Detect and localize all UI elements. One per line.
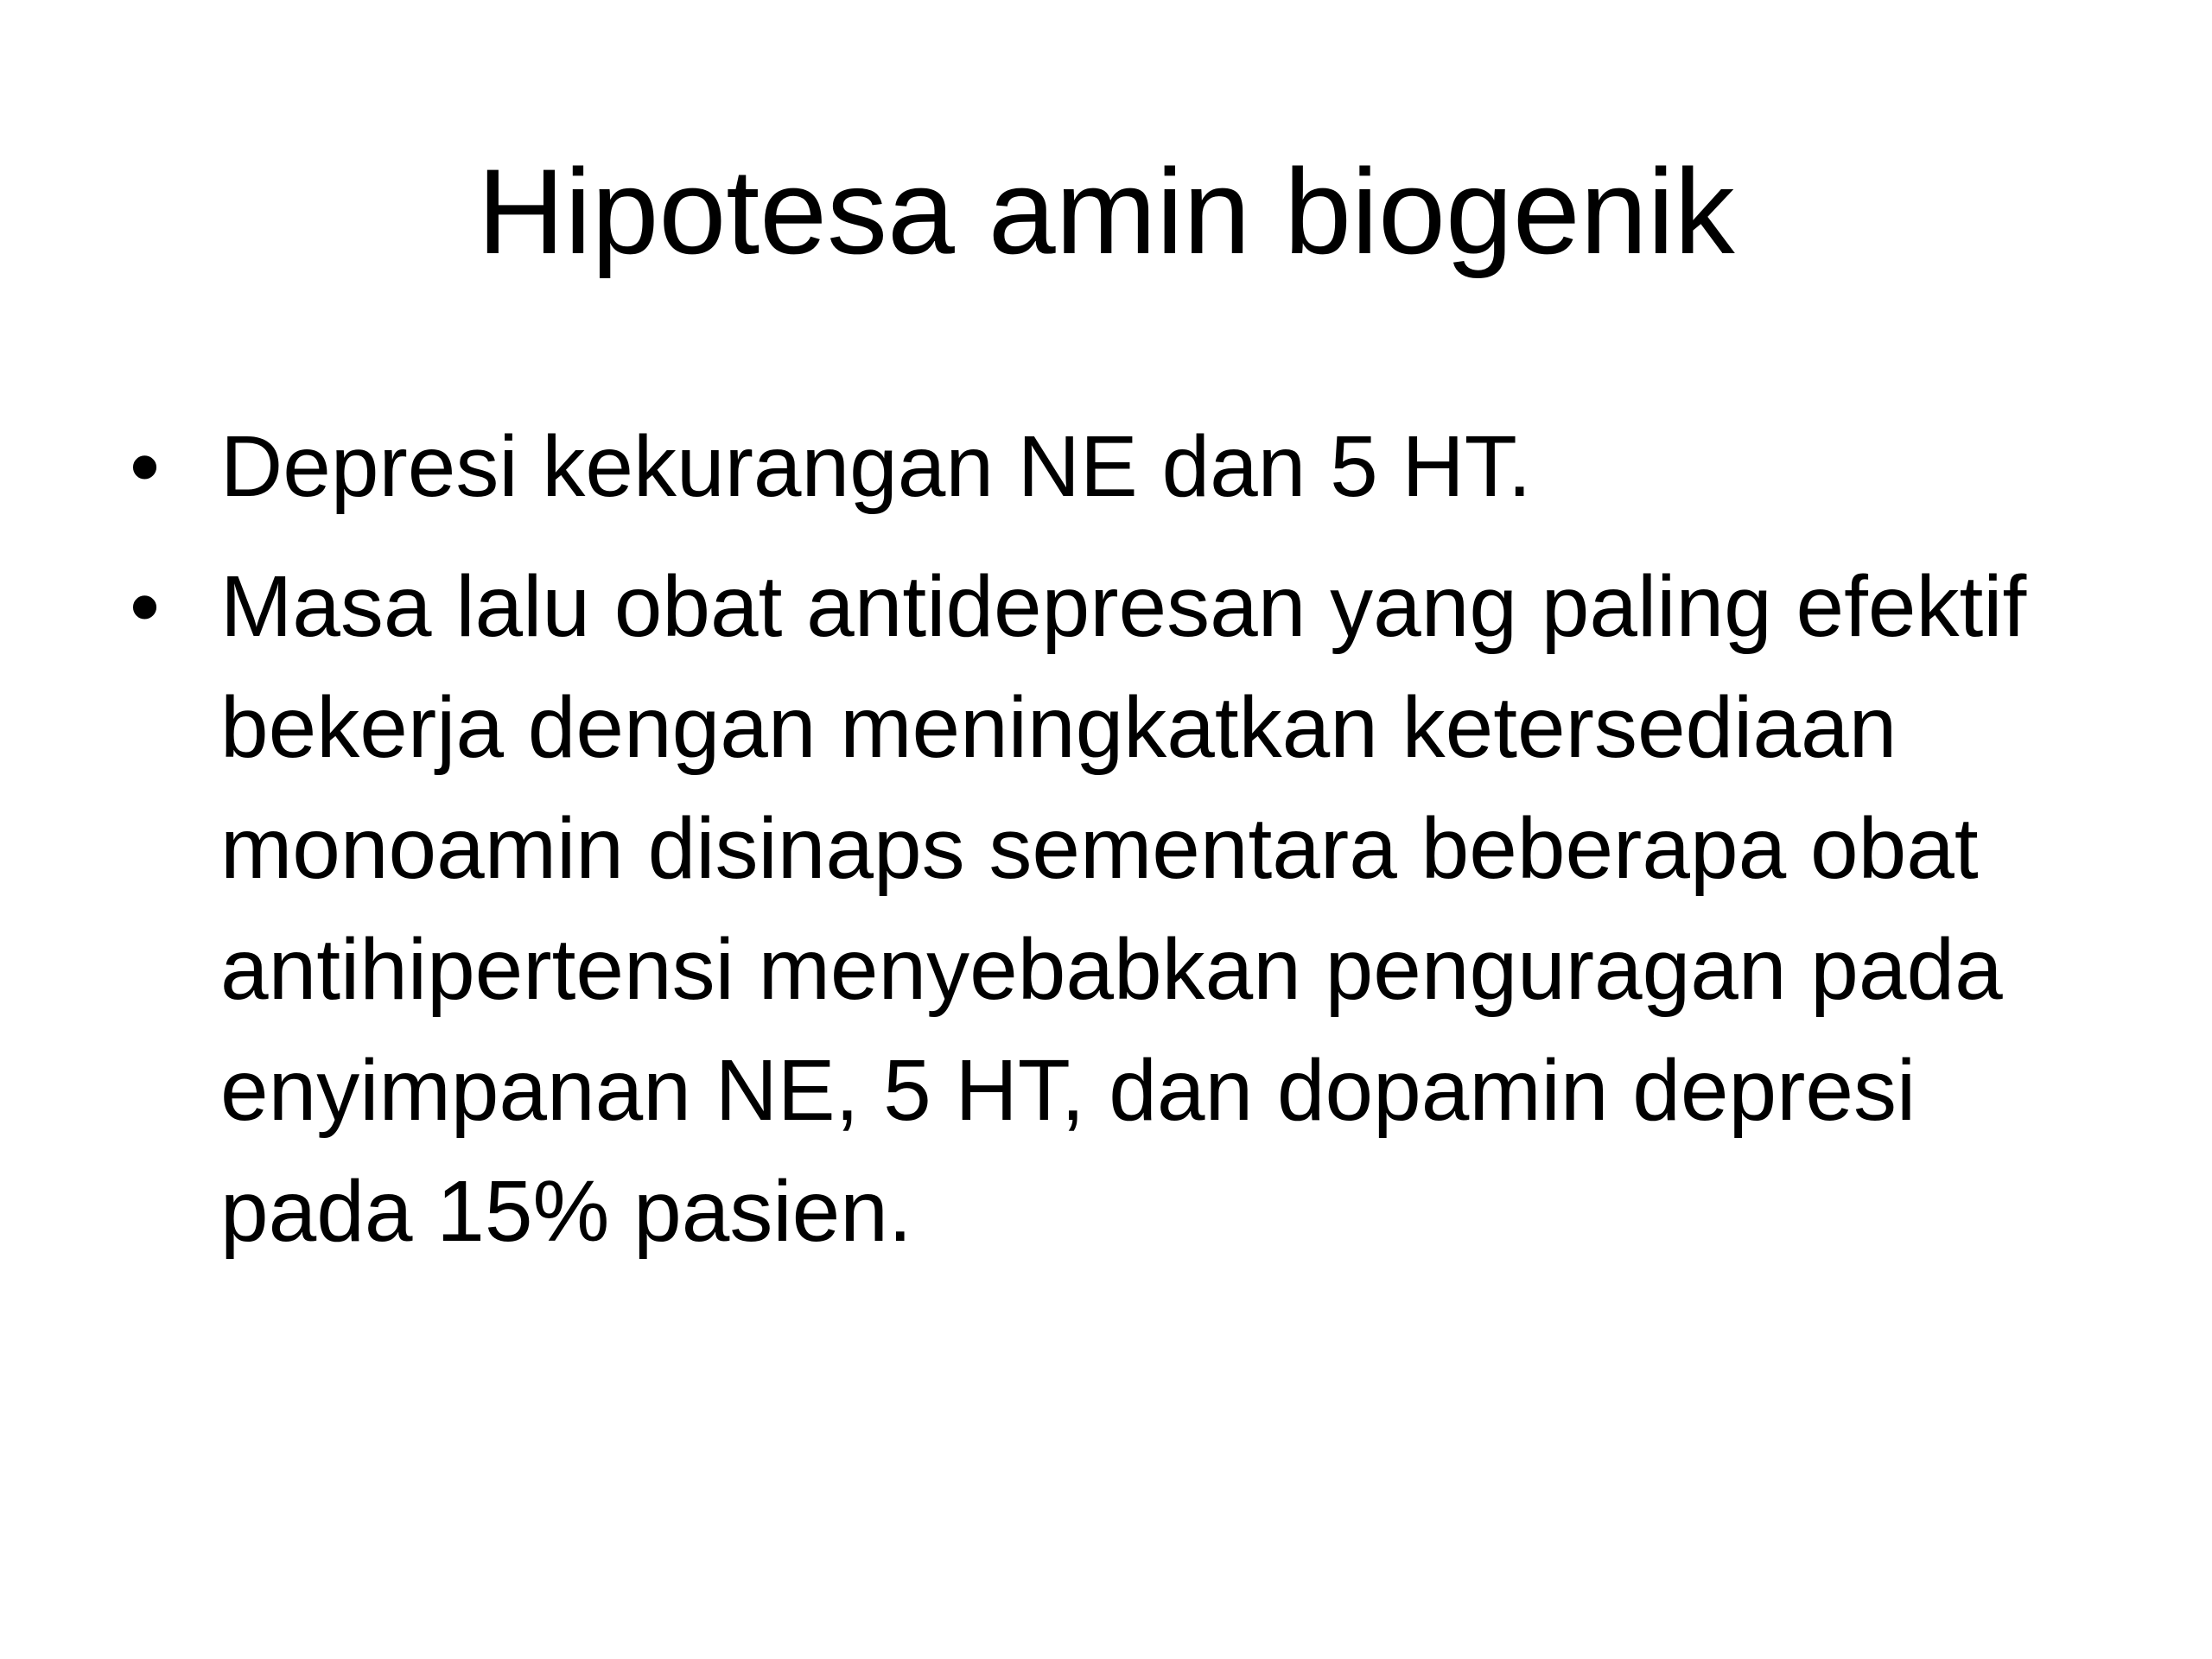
slide-title: Hipotesa amin biogenik bbox=[477, 143, 1735, 279]
bullet-dot-icon: • bbox=[130, 558, 161, 655]
bullet-item bbox=[130, 406, 2091, 527]
bullet-dot-icon: • bbox=[130, 418, 161, 515]
bullet-list bbox=[130, 406, 2091, 1291]
bullet-item bbox=[130, 546, 2091, 1272]
bullet-text: Depresi kekurangan NE dan 5 HT. bbox=[220, 418, 1532, 515]
bullet-text: Masa lalu obat antidepresan yang paling efektif bekerja dengan meningkatkan ketersediaan monoamin disinaps sementara beberapa obat antihipertensi menyebabkan penguragan pada enyimpanan NE, 5 HT, dan dopamin depresi pada 15% pasien. bbox=[220, 558, 2027, 1260]
